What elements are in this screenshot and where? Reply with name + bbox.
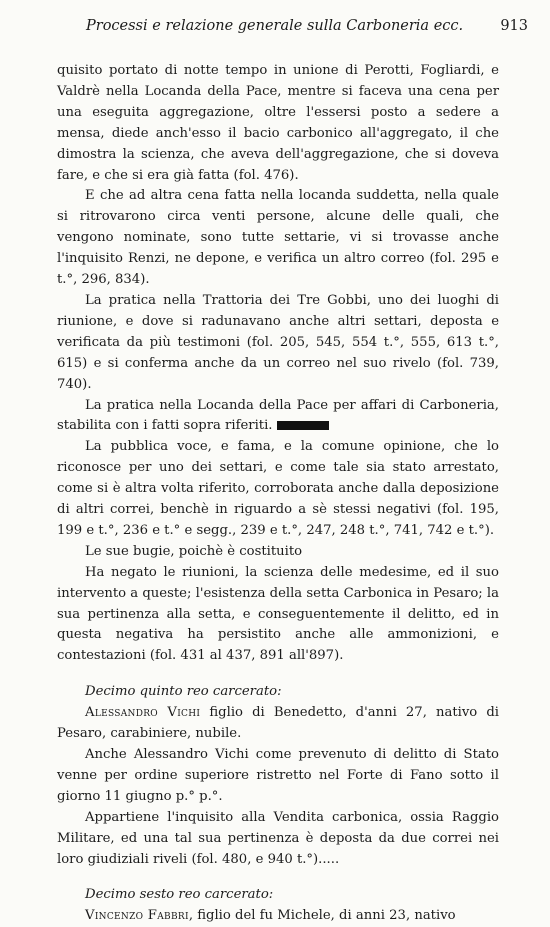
paragraph: E che ad altra cena fatta nella locanda suddetta, nella quale si ritrovarono circa venti persone, alcune delle quali, che vengono nominate, sono tutte settarie, vi si trovasse anche l'inquisito Renzi, ne depone, e verifica un altro correo (fol. 295 e t.°, 296, 834). xyxy=(57,188,499,288)
paragraph: La pubblica voce, e fama, e la comune opinione, che lo riconosce per uno dei settari, e come tale sia stato arrestato, come si è altra volta riferito, corroborata anche dalla deposizione di altri correi, benchè in riguardo a sè stessi negativi (fol. 195, 199 e t.°, 236 e t.° e segg., 239 e t.°, 247, 248 t.°, 741, 742 e t.°). xyxy=(57,439,499,538)
page-number: 913 xyxy=(500,18,528,34)
running-title: Processi e relazione generale sulla Carboneria ecc. xyxy=(86,18,464,34)
running-header xyxy=(86,18,528,34)
paragraph: Ha negato le riunioni, la scienza delle medesime, ed il suo intervento a queste; l'esistenza della setta Carbonica in Pesaro; la sua pertinenza alla setta, e conseguentemente il delitto, ed in questa negativa ha persistito anche alle ammonizioni, e contestazioni (fol. 431 al 437, 891 all'897). xyxy=(57,564,499,664)
defendant-entry xyxy=(57,703,499,745)
page-body xyxy=(57,61,499,927)
paragraph: Appartiene l'inquisito alla Vendita carbonica, ossia Raggio Militare, ed una tal sua pertinenza è deposta da due correi nei loro giudiziali riveli (fol. 480, e 940 t.°)..... xyxy=(57,809,499,867)
defendant-entry xyxy=(57,906,499,927)
paragraph: La pratica nella Trattoria dei Tre Gobbi, uno dei luoghi di riunione, e dove si radunavano anche altri settari, deposta e verificata da più testimoni (fol. 205, 545, 554 t.°, 555, 613 t.°, 615) e si conferma anche da un correo nel suo rivelo (fol. 739, 740). xyxy=(57,292,499,392)
paragraph: Anche Alessandro Vichi come prevenuto di delitto di Stato venne per ordine superiore ristretto nel Forte di Fano sotto il giorno 11 giugno p.° p.°. xyxy=(57,747,499,804)
section-heading: Decimo quinto reo carcerato: xyxy=(85,684,282,700)
paragraph: Le sue bugie, poichè è costituito xyxy=(85,543,303,559)
section-heading: Decimo sesto reo carcerato: xyxy=(85,887,274,903)
defendant-details: figlio di Benedetto, d'anni 27, nativo di Pesaro, carabiniere, nubile. xyxy=(57,705,499,742)
paragraph-text: La pratica nella Locanda della Pace per affari di Carboneria, stabilita con i fatti sopra riferiti. xyxy=(57,397,499,434)
paragraph xyxy=(57,396,499,438)
redaction-mark xyxy=(277,421,329,430)
defendant-name: Alessandro Vichi xyxy=(85,705,201,721)
defendant-name: Vincenzo Fabbri xyxy=(85,908,189,924)
defendant-details: , figlio del fu Michele, di anni 23, nativo xyxy=(188,908,456,924)
paragraph-continuation: quisito portato di notte tempo in unione di Perotti, Fogliardi, e Valdrè nella Locanda della Pace, mentre si faceva una cena per una eseguita aggregazione, oltre l'essersi posto a sedere a mensa, diede anch'esso il bacio carbonico all'aggregato, il che dimostra la scienza, che aveva dell'aggregazione, che si doveva fare, e che si era già fatta (fol. 476). xyxy=(57,63,499,183)
